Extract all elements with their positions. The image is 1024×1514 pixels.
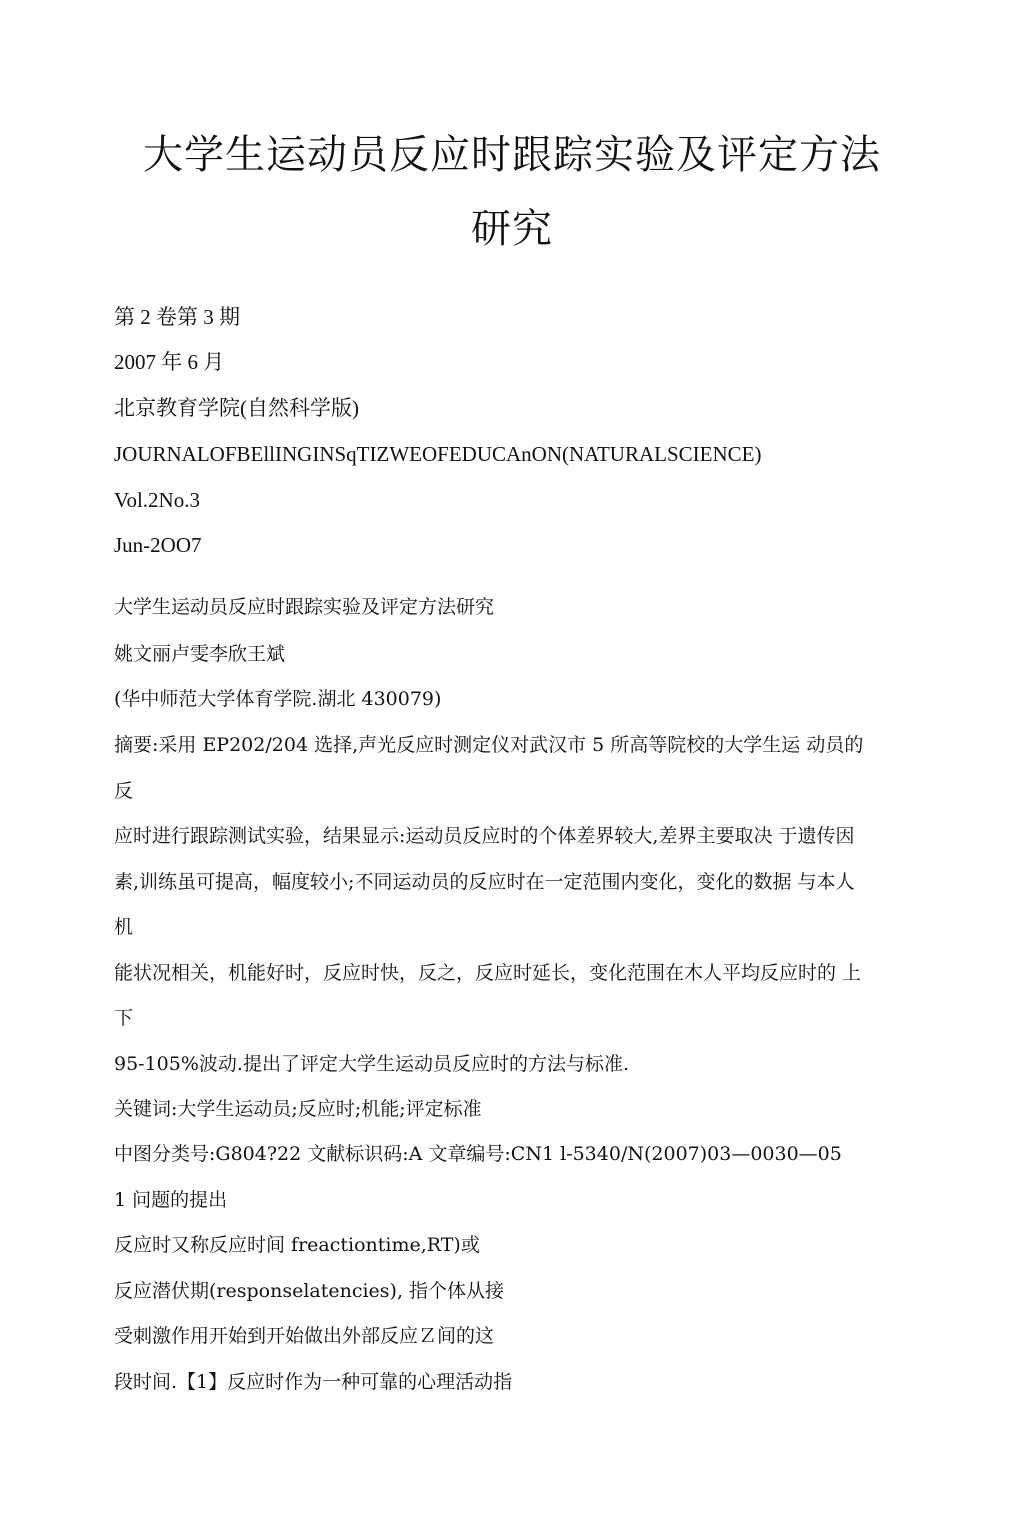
volume-issue: 第 2 卷第 3 期: [114, 305, 240, 329]
section-heading: 1 问题的提出: [114, 1189, 228, 1211]
date-english: Jun-2OO7: [114, 533, 202, 557]
abstract-line: 机: [114, 916, 134, 938]
authors: 姚文丽卢雯李欣王斌: [114, 643, 286, 665]
journal-name-chinese: 北京教育学院(自然科学版): [114, 396, 359, 420]
abstract-line: 摘要:采用 EP202/204 选择,声光反应时测定仪对武汉市 5 所高等院校的大学生运 动员的: [114, 734, 864, 756]
abstract-line: 反: [114, 780, 134, 802]
abstract-line: 95-105%波动.提出了评定大学生运动员反应时的方法与标准.: [114, 1053, 629, 1075]
abstract-line: 应时进行跟踪测试实验，结果显示:运动员反应时的个体差界较大,差界主要取决 于遗传因: [114, 825, 855, 847]
article-title: 大学生运动员反应时跟踪实验及评定方法研究: [114, 596, 495, 618]
document-title-line-1: 大学生运动员反应时跟踪实验及评定方法: [143, 132, 881, 178]
abstract-line: 能状况相关，机能好时，反应时快，反之，反应时延长，变化范围在木人平均反应时的 上: [114, 962, 862, 984]
keywords: 关键词:大学生运动员;反应时;机能;评定标准: [114, 1098, 482, 1120]
volume-number-english: Vol.2No.3: [114, 488, 200, 512]
publication-date: 2007 年 6 月: [114, 350, 225, 374]
journal-name-english: JOURNALOFBEllINGINSqTIZWEOFEDUCAnON(NATURALSCIENCE): [114, 442, 762, 466]
abstract-line: 下: [114, 1007, 134, 1029]
document-title-line-2: 研究: [471, 206, 553, 252]
abstract-line: 素,训练虽可提高，幅度较小;不同运动员的反应时在一定范围内变化，变化的数据 与本人: [114, 871, 855, 893]
body-paragraph-line: 段时间.【1】反应时作为一种可靠的心理活动指: [114, 1371, 513, 1393]
body-paragraph-line: 反应时又称反应时间 freactiontime,RT)或: [114, 1234, 480, 1256]
body-paragraph-line: 反应潜伏期(responselatencies), 指个体从接: [114, 1280, 505, 1302]
body-paragraph-line: 受刺激作用开始到开始做出外部反应Ｚ间的这: [114, 1325, 495, 1347]
affiliation: (华中师范大学体育学院.湖北 430079): [114, 688, 442, 710]
classification-info: 中图分类号:G804?22 文献标识码:A 文章编号:CN1 l-5340/N(2007)03—0030—05: [114, 1143, 842, 1165]
